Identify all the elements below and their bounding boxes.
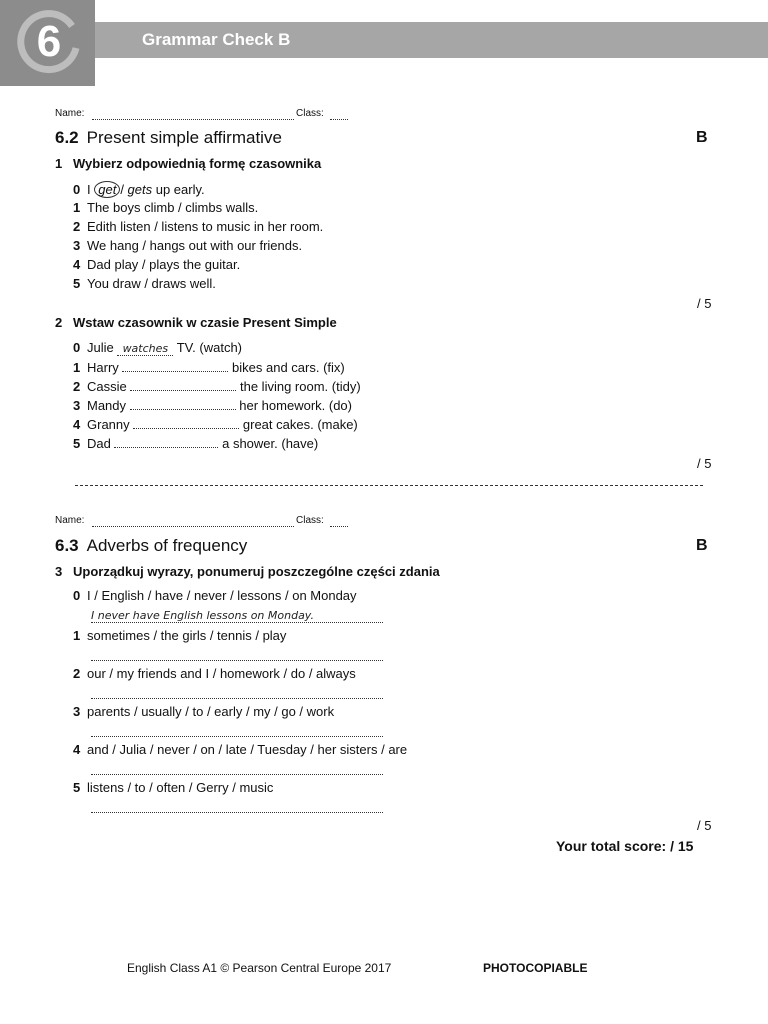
item-text: Julie — [87, 340, 118, 355]
item-number: 5 — [73, 436, 81, 451]
exercise-3-instruction — [55, 564, 440, 579]
answer-line[interactable] — [91, 698, 383, 699]
item-number: 4 — [73, 257, 81, 272]
exercise-2-instruction — [55, 315, 337, 330]
item-text: bikes and cars. (fix) — [232, 360, 345, 375]
exercise-number: 3 — [55, 564, 63, 579]
item-text: Cassie — [87, 379, 127, 394]
item-number: 4 — [73, 417, 81, 432]
item-number: 2 — [73, 666, 81, 681]
list-item[interactable] — [73, 379, 361, 394]
item-text: up early. — [152, 182, 205, 197]
name-field[interactable] — [92, 119, 294, 120]
exercise-number: 1 — [55, 156, 63, 171]
answer-gap[interactable] — [114, 437, 218, 448]
item-number: 0 — [73, 182, 81, 197]
handwritten-answer: watches — [117, 342, 173, 356]
answer-gap[interactable] — [130, 399, 236, 410]
example-item — [73, 340, 242, 356]
name-label: Name: — [55, 108, 85, 119]
copyright-footer: English Class A1 © Pearson Central Europe 2017 — [127, 961, 392, 975]
item-text: Dad — [87, 436, 111, 451]
item-text: a shower. (have) — [222, 436, 319, 451]
exercise-number: 2 — [55, 315, 63, 330]
name-field[interactable] — [92, 526, 294, 527]
section-number: 6.3 — [55, 536, 79, 555]
item-number: 3 — [73, 398, 81, 413]
instruction-text: Wstaw czasownik w czasie Present Simple — [73, 315, 337, 330]
list-item — [73, 704, 334, 719]
answer-gap[interactable] — [122, 361, 228, 372]
item-text: TV. (watch) — [173, 340, 242, 355]
item-text: Mandy — [87, 398, 127, 413]
list-item[interactable] — [73, 219, 323, 234]
item-number: 1 — [73, 360, 81, 375]
name-label: Name: — [55, 515, 85, 526]
item-text: Dad play / plays the guitar. — [87, 257, 241, 272]
answer-line[interactable] — [91, 812, 383, 813]
class-label: Class: — [296, 515, 324, 526]
list-item[interactable] — [73, 398, 352, 413]
answer-gap[interactable] — [133, 418, 239, 429]
item-number: 1 — [73, 200, 81, 215]
section-title: Adverbs of frequency — [86, 536, 248, 555]
example-item — [73, 181, 205, 198]
list-item[interactable] — [73, 436, 318, 451]
item-text: The boys climb / climbs walls. — [87, 200, 259, 215]
item-number: 3 — [73, 238, 81, 253]
item-number: 0 — [73, 340, 81, 355]
example-item — [73, 588, 357, 603]
class-field[interactable] — [330, 119, 348, 120]
exercise-2-score: / 5 — [697, 456, 712, 471]
list-item[interactable] — [73, 360, 345, 375]
answer-line[interactable] — [91, 660, 383, 661]
item-text: We hang / hangs out with our friends. — [87, 238, 303, 253]
section-heading — [55, 128, 282, 148]
item-text: / — [120, 182, 128, 197]
total-score: Your total score: / 15 — [556, 838, 694, 854]
answer-line[interactable] — [91, 736, 383, 737]
item-text: and / Julia / never / on / late / Tuesday / her sisters / are — [87, 742, 408, 757]
list-item — [73, 666, 356, 681]
list-item — [73, 780, 273, 795]
list-item — [73, 628, 286, 643]
version-letter: B — [696, 537, 708, 554]
exercise-1-instruction — [55, 156, 321, 171]
item-number: 4 — [73, 742, 81, 757]
version-letter: B — [696, 129, 708, 146]
item-number: 1 — [73, 628, 81, 643]
item-number: 3 — [73, 704, 81, 719]
page-title: Grammar Check B — [142, 30, 291, 49]
list-item[interactable] — [73, 417, 358, 432]
section-number: 6.2 — [55, 128, 79, 147]
item-text: I / English / have / never / lessons / on Monday — [87, 588, 357, 603]
list-item — [73, 742, 407, 757]
answer-line[interactable] — [91, 774, 383, 775]
item-text: great cakes. (make) — [242, 417, 358, 432]
handwritten-answer: I never have English lessons on Monday. — [91, 609, 383, 623]
item-number: 2 — [73, 379, 81, 394]
section-heading — [55, 536, 247, 556]
circled-answer: get — [94, 181, 120, 198]
item-text: our / my friends and I / homework / do / always — [87, 666, 356, 681]
unit-number-badge-icon — [14, 6, 84, 76]
exercise-1-score: / 5 — [697, 296, 712, 311]
item-text: parents / usually / to / early / my / go / work — [87, 704, 335, 719]
item-number: 0 — [73, 588, 81, 603]
class-label: Class: — [296, 108, 324, 119]
item-text: the living room. (tidy) — [240, 379, 361, 394]
item-text: I — [87, 182, 95, 197]
item-text: sometimes / the girls / tennis / play — [87, 628, 287, 643]
item-text: Edith listen / listens to music in her room. — [87, 219, 324, 234]
class-field[interactable] — [330, 526, 348, 527]
section-title: Present simple affirmative — [86, 128, 282, 147]
item-text: You draw / draws well. — [87, 276, 216, 291]
item-number: 5 — [73, 780, 81, 795]
item-text: listens / to / often / Gerry / music — [87, 780, 274, 795]
exercise-3-score: / 5 — [697, 818, 712, 833]
answer-gap[interactable] — [130, 380, 236, 391]
item-text: Granny — [87, 417, 130, 432]
instruction-text: Uporządkuj wyrazy, ponumeruj poszczególne części zdania — [73, 564, 440, 579]
item-text: gets — [127, 182, 153, 197]
list-item[interactable] — [73, 276, 216, 291]
list-item[interactable] — [73, 257, 240, 272]
unit-number: 6 — [36, 17, 62, 66]
cut-line — [75, 485, 703, 486]
photocopiable-label: PHOTOCOPIABLE — [483, 961, 588, 975]
list-item[interactable] — [73, 200, 258, 215]
item-number: 2 — [73, 219, 81, 234]
item-text: Harry — [87, 360, 119, 375]
list-item[interactable] — [73, 238, 302, 253]
item-number: 5 — [73, 276, 81, 291]
item-text: her homework. (do) — [239, 398, 352, 413]
instruction-text: Wybierz odpowiednią formę czasownika — [73, 156, 322, 171]
